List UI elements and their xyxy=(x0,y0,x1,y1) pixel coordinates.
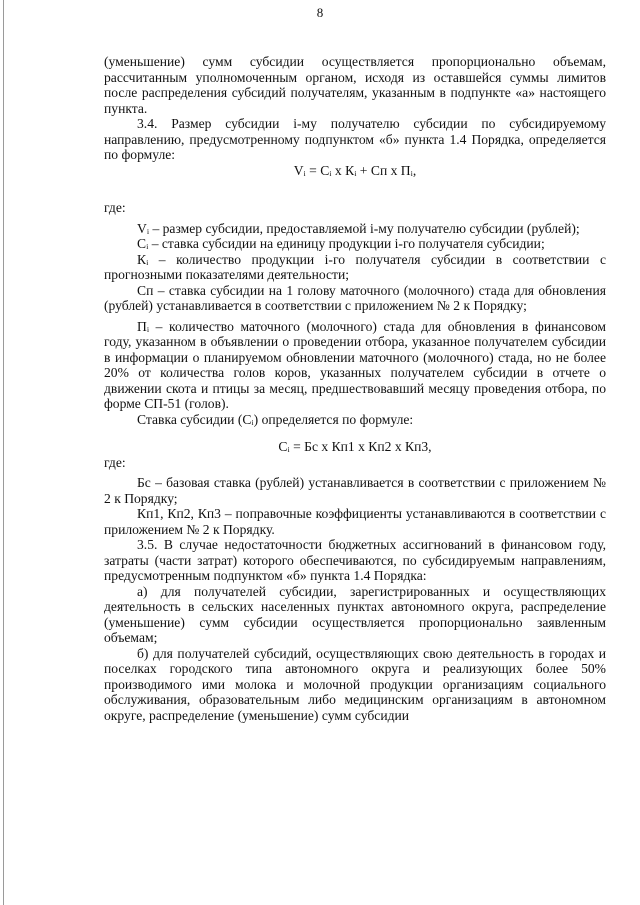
scan-edge-line xyxy=(3,0,4,905)
where-label-1: где: xyxy=(104,200,126,215)
formula-rate: Cᵢ = Бс x Кп1 x Кп2 x Кп3, xyxy=(278,439,432,454)
document-body xyxy=(104,54,606,723)
paragraph-3-4: 3.4. Размер субсидии i-му получателю субсидии по субсидируемому направлению, предусмотренному подпунктом «б» пункта 1.4 Порядка, определяется по формуле: xyxy=(104,116,606,162)
paragraph-3-5-a: а) для получателей субсидии, зарегистрированных и осуществляющих деятельность в сельских населенных пунктах автономного округа, распределение (уменьшение) сумм субсидии осуществляется пропорционально заявленным объемам; xyxy=(104,583,606,645)
paragraph-3-5-b: б) для получателей субсидий, осуществляющих свою деятельность в городах и поселках городского типа автономного округа и реализующих более 50% производимого ими молока и молочной продукции организациям социального обслуживания, образовательным либо медицинским организациям в автономном округе, распределение (уменьшение) сумм субсидии xyxy=(104,645,606,723)
definition-kp: Кп1, Кп2, Кп3 – поправочные коэффициенты устанавливаются в соответствии с приложением № 2 к Порядку. xyxy=(104,506,606,537)
page-number: 8 xyxy=(316,5,324,20)
definition-p: Пᵢ – количество маточного (молочного) стада для обновления в финансовом году, указанном в объявлении о проведении отбора, указанное получателем субсидии в информации о планируемом обновлении маточного (молочного) стада, но не более 20% от количества голов коров, указанных получателем субсидии в отчете о движении скота и птицы за месяц, предшествовавший месяцу проведения отбора, по форме СП-51 (голов). xyxy=(104,318,606,411)
formula-subsidy-size: Vᵢ = Cᵢ x Кᵢ + Cп x Пᵢ, xyxy=(293,162,417,178)
paragraph-continuation: (уменьшение) сумм субсидии осуществляется пропорционально объемам, рассчитанным уполномоченным органом, исходя из оставшейся суммы лимитов после распределения субсидий получателям, указанным в подпункте «а» настоящего пункта. xyxy=(104,54,606,116)
definition-v: Vᵢ – размер субсидии, предоставляемой i-му получателю субсидии (рублей); xyxy=(137,220,580,236)
definition-cp: Cп – ставка субсидии на 1 голову маточного (молочного) стада для обновления (рублей) устанавливается в соответствии с приложением № 2 к Порядку; xyxy=(104,282,606,313)
definition-k: Кᵢ – количество продукции i-го получателя субсидии в соответствии с прогнозными показателями деятельности; xyxy=(104,251,606,282)
where-label-2: где: xyxy=(104,454,126,470)
definition-c: Cᵢ – ставка субсидии на единицу продукции i-го получателя субсидии; xyxy=(137,236,545,251)
definition-bs: Бс – базовая ставка (рублей) устанавливается в соответствии с приложением № 2 к Порядку; xyxy=(104,475,606,506)
rate-intro: Ставка субсидии (Cᵢ) определяется по формуле: xyxy=(137,411,414,427)
paragraph-3-5: 3.5. В случае недостаточности бюджетных ассигнований в финансовом году, затраты (части затрат) которого обеспечиваются, по субсидируемым направлениям, предусмотренным подпунктом «б» пункта 1.4 Порядка: xyxy=(104,537,606,583)
